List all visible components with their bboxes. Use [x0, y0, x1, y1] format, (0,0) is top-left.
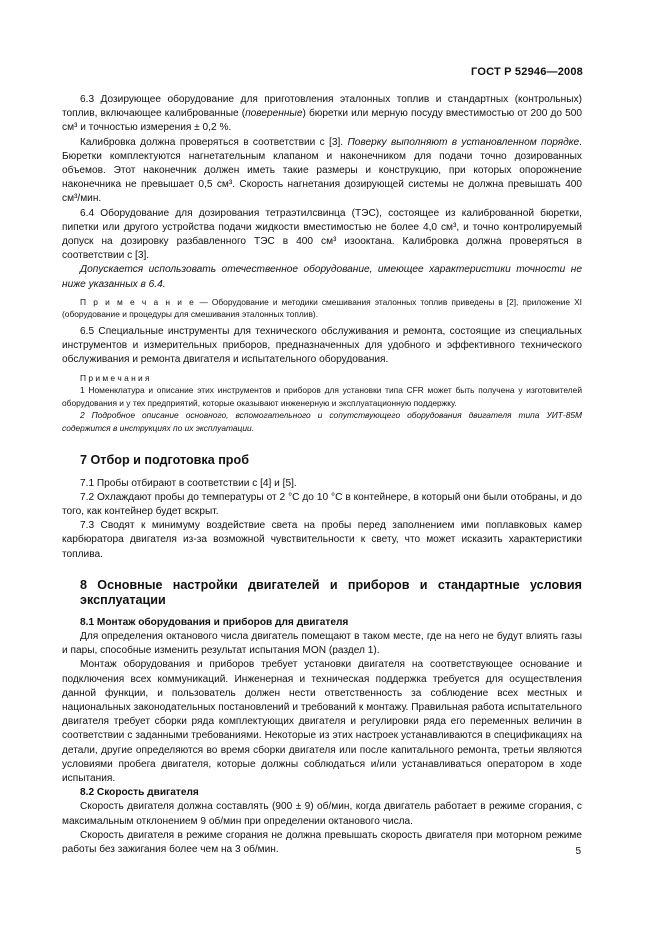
paragraph-7-2: 7.2 Охлаждают пробы до температуры от 2 °С до 10 °С в контейнере, в который они были отобраны, и до того, как контейнер будет вскрыт. — [62, 491, 582, 518]
paragraph-calibration: Калибровка должна проверяться в соответствии с [3]. Поверку выполняют в установленном порядке. Бюретки комплектуются нагнетательным клапаном и наконечником для подачи точно дозированных объемов. Этот наконечник должен иметь такие размеры и конструкцию, при которых опорожнение наконечника не превышает 0,5 см³. Скорость нагнетания дозирующей системы не должна превышать 400 см³/мин. — [62, 136, 582, 205]
note-2: 2 Подробное описание основного, вспомогательного и сопутствующего оборудования двигателя типа УИТ-85М содержится в инструкциях по их эксплуатации. — [62, 410, 582, 434]
paragraph-7-3: 7.3 Сводят к минимуму воздействие света на пробы перед заполнением ими поплавковых камер карбюратора двигателя из-за возможной чувствительности к свету, что может исказить характеристики топлива. — [62, 520, 582, 560]
paragraph-8-1-a: Для определения октанового числа двигатель помещают в таком месте, где на него не будут влиять газы и пары, способные изменить результат испытания MON (раздел 1). — [62, 631, 582, 657]
subsection-8-2-heading: 8.2 Скорость двигателя — [80, 787, 199, 799]
note-1: 1 Номенклатура и описание этих инструментов и приборов для установки типа CFR может быть получена у изготовителей оборудования и у тех предприятий, которые оказывают инженерную и эксплуатационную поддержку. — [62, 385, 582, 408]
paragraph-8-1-b: Монтаж оборудования и приборов требует установки двигателя на соответствующее основание и подключения всех коммуникаций. Инженерная и техническая поддержка требуется для осуществления данной функции, и пользователь должен нести ответственность за соблюдение всех местных и национальных законодательных постановлений и требований к монтажу. Правильная работа испытательного двигателя требует сборки ряда комплектующих двигателя и регулировки ряда его переменных величин в соответствии с заданными требованиями. Некоторые из этих настроек устанавливаются в спецификациях на детали, другие определяются во время сборки двигателя или после капитального ремонта, третьи являются условиями пробега двигателя, которые должны соблюдаться и/или устанавливаться оператором в ходе испытания. — [62, 659, 582, 785]
paragraph-7-1: 7.1 Пробы отбирают в соответствии с [4] и [5]. — [80, 477, 297, 489]
paragraph-6-5: 6.5 Специальные инструменты для технического обслуживания и ремонта, состоящие из специальных инструментов и измерительных приборов, предназначенных для удобного и эффективного технического обслуживания и ремонта двигателя и испытательного оборудования. — [62, 326, 582, 366]
paragraph-6-4: 6.4 Оборудование для дозирования тетраэтилсвинца (ТЭС), состоящее из калиброванной бюретки, пипетки или другого устройства подачи жидкости вместимостью не более 4,0 см³, и точно контролируемый допуск на дозировку разбавленного ТЭС в 400 см³ изооктана. Калибровка должна проверяться в соответствии с [3]. — [62, 207, 582, 262]
paragraph-8-2-a: Скорость двигателя должна составлять (900 ± 9) об/мин, когда двигатель работает в режиме сгорания, с максимальным отклонением 9 об/мин при определении октанового числа. — [62, 801, 582, 827]
note-mixing: П р и м е ч а н и е — Оборудование и методики смешивания эталонных топлив приведены в [2], приложение XI (оборудование и процедуры для смешивания эталонных топлив). — [62, 296, 582, 320]
paragraph-allowed-equipment: Допускается использовать отечественное оборудование, имеющее характеристики точности не ниже указанных в 6.4. — [62, 264, 582, 290]
notes-title: П р и м е ч а н и я — [80, 372, 150, 383]
section-8-heading: 8 Основные настройки двигателей и приборов и стандартные условия эксплуатации — [80, 577, 582, 607]
section-7-heading: 7 Отбор и подготовка проб — [80, 452, 249, 467]
subsection-8-1-heading: 8.1 Монтаж оборудования и приборов для двигателя — [80, 616, 349, 628]
page-number: 5 — [575, 846, 581, 857]
document-body — [62, 93, 582, 857]
paragraph-6-3: 6.3 Дозирующее оборудование для приготовления эталонных топлив и стандартных (контрольных) топлив, включающее калиброванные (поверенные) бюретки или мерную посуду вместимостью от 200 до 500 см³ и точностью измерения ± 0,2 %. — [62, 94, 582, 134]
paragraph-8-2-b: Скорость двигателя в режиме сгорания не должна превышать скорость двигателя при моторном режиме работы без зажигания более чем на 3 об/мин. — [62, 829, 582, 856]
document-header: ГОСТ Р 52946—2008 — [471, 66, 583, 78]
